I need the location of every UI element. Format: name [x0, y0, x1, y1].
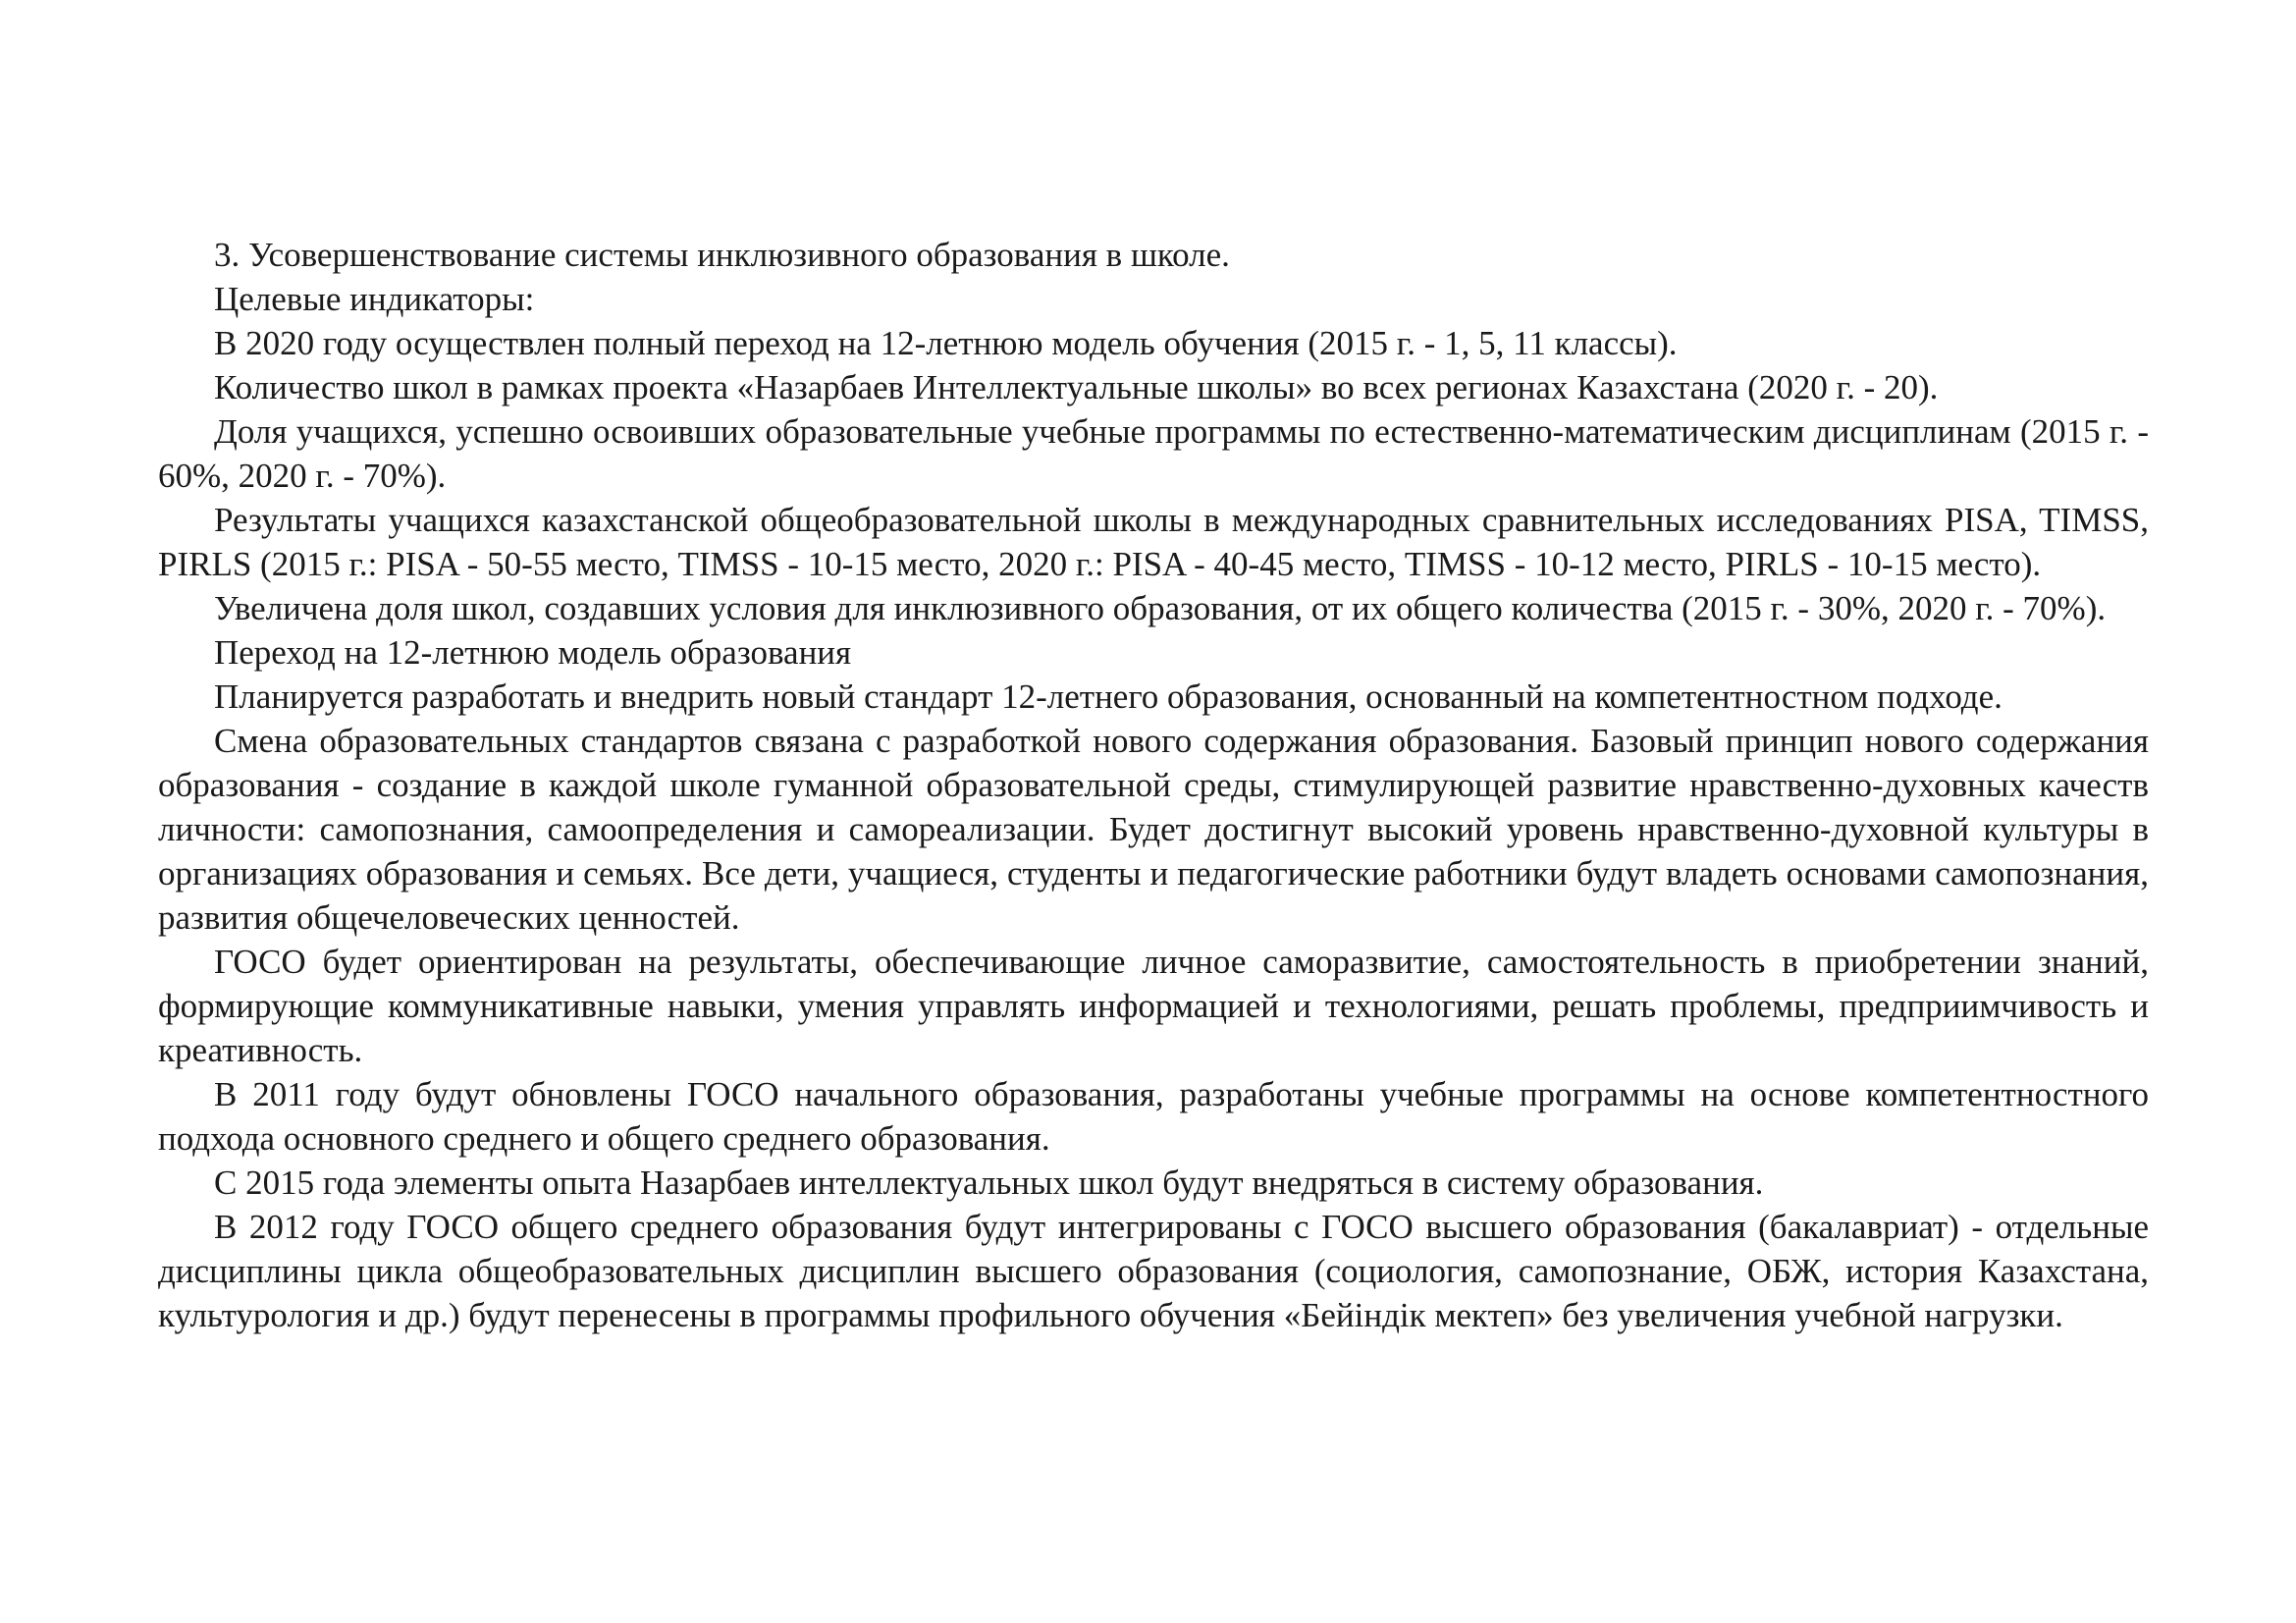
section-heading: 3. Усовершенствование системы инклюзивного образования в школе. — [214, 236, 1230, 274]
paragraph-international-results: Результаты учащихся казахстанской общеобразовательной школы в международных сравнительных исследованиях PISA, TIMSS, PIRLS (2015 г.: PISA - 50-55 место, TIMSS - 10-15 место, 2020 г.: PISA - 40-45 место, TIMSS - 10-12 место, PIRLS - 10-15 место). — [158, 501, 2149, 583]
paragraph-12-year-transition: В 2020 году осуществлен полный переход на 12-летнюю модель обучения (2015 г. - 1, 5, 11 классы). — [214, 324, 1678, 362]
subheading-12-year-model: Переход на 12-летнюю модель образования — [214, 633, 852, 672]
paragraph-content-change: Смена образовательных стандартов связана с разработкой нового содержания образования. Базовый принцип нового содержания образования - создание в каждой школе гуманной образовательной среды, стимулирующей развитие нравственно-духовных качеств личности: самопознания, самоопределения и самореализации. Будет достигнут высокий уровень нравственно-духовной культуры в организациях образования и семьях. Все дети, учащиеся, студенты и педагогические работники будут владеть основами самопознания, развития общечеловеческих ценностей. — [158, 722, 2149, 937]
target-indicators-heading: Целевые индикаторы: — [214, 280, 535, 318]
paragraph-inclusive-share: Увеличена доля школ, создавших условия для инклюзивного образования, от их общего количества (2015 г. - 30%, 2020 г. - 70%). — [214, 589, 2107, 627]
document-body — [158, 233, 2149, 1337]
paragraph-2012-integration: В 2012 году ГОСО общего среднего образования будут интегрированы с ГОСО высшего образования (бакалавриат) - отдельные дисциплины цикла общеобразовательных дисциплин высшего образования (социология, самопознание, ОБЖ, история Казахстана, культурология и др.) будут перенесены в программы профильного обучения «Бейіндік мектеп» без увеличения учебной нагрузки. — [158, 1208, 2149, 1334]
paragraph-goso-orientation: ГОСО будет ориентирован на результаты, обеспечивающие личное саморазвитие, самостоятельность в приобретении знаний, формирующие коммуникативные навыки, умения управлять информацией и технологиями, решать проблемы, предприимчивость и креативность. — [158, 943, 2149, 1069]
paragraph-2015-nis-experience: С 2015 года элементы опыта Назарбаев интеллектуальных школ будут внедряться в систему образования. — [214, 1163, 1764, 1202]
paragraph-stem-share: Доля учащихся, успешно освоивших образовательные учебные программы по естественно-математическим дисциплинам (2015 г. - 60%, 2020 г. - 70%). — [158, 412, 2149, 495]
paragraph-new-standard: Планируется разработать и внедрить новый стандарт 12-летнего образования, основанный на компетентностном подходе. — [214, 677, 2002, 716]
paragraph-2011-update: В 2011 году будут обновлены ГОСО начального образования, разработаны учебные программы на основе компетентностного подхода основного среднего и общего среднего образования. — [158, 1075, 2149, 1158]
paragraph-nis-schools: Количество школ в рамках проекта «Назарбаев Интеллектуальные школы» во всех регионах Казахстана (2020 г. - 20). — [214, 368, 1939, 406]
